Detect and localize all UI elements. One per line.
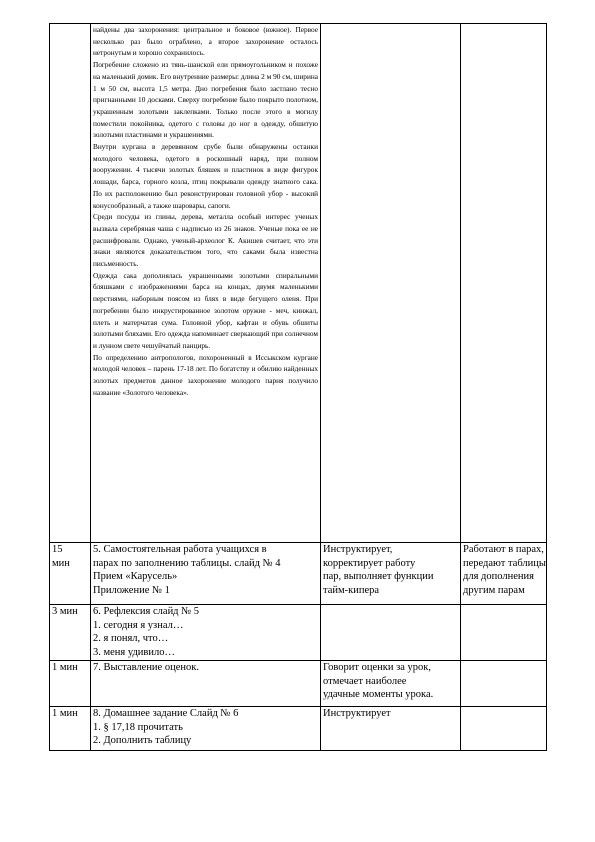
teacher-line: пар, выполняет функции	[323, 571, 434, 582]
time-value: 15	[52, 544, 63, 555]
paragraph: По определению антропологов, похороненный в Иссыкском кургане молодой человек – парень 17-18 лет. По богатству и обилию найденных золотых предметов данное захоронение молодого парня получило название «Золотого человека».	[93, 352, 318, 397]
teacher-line: корректирует работу	[323, 557, 416, 569]
students-cell	[461, 707, 547, 751]
stage-line: 1. § 17,18 прочитать	[93, 721, 183, 733]
stage-title: 8. Домашнее задание Слайд № 6	[93, 708, 239, 719]
table-row	[50, 661, 547, 707]
table-row	[50, 605, 547, 661]
stage-line: 2. Дополнить таблицу	[93, 735, 192, 746]
paragraph: Одежда сака дополнялась украшенными золотыми спиральными бляшками с изображениями барса на концах, двумя маленькими перстнями, наборным поясом из блях в виде бегущего оленя. При погребении было инкрустированное золотом оружие - меч, кинжал, плеть и матерчатая сума. Головной убор, кафтан и обувь обшиты золотыми бляхами. Его одежда напоминает сверкающий при солнечном и лунном свете чешуйчатый панцирь.	[93, 270, 318, 350]
teacher-line: Инструктирует,	[323, 544, 393, 555]
time-value: 1 мин	[52, 662, 78, 673]
students-line: другим парам	[463, 584, 525, 596]
content-cell	[91, 707, 321, 751]
stage-title: 5. Самостоятельная работа учащихся в	[93, 544, 267, 555]
time-value: 3 мин	[52, 606, 78, 617]
students-line: для дополнения	[463, 571, 534, 582]
stage-title: 7. Выставление оценок.	[93, 662, 199, 673]
paragraph: Погребение сложено из тянь-шанской ели прямоугольником и похоже на маленький домик. Его внутренние размеры: длина 2 м 90 см, ширина 1 м 50 см, высота 1,5 метра. Дно погребения было застлано тесно пригнанными 10 досками. Сверху погребение было покрыто полотном, украшенным золотыми заклепками. Только после этого в могилу поместили покойника, одетого с головы до ног в одежду, обшитую золотыми пластинами и украшениями.	[93, 60, 318, 140]
teacher-line: Говорит оценки за урок,	[323, 662, 432, 673]
students-cell	[461, 543, 547, 605]
stage-line: 3. меня удивило…	[93, 646, 175, 658]
paragraph: Среди посуды из глины, дерева, металла особый интерес ученых вызвала серебряная чаша с надписью из 26 знаков. Ученые пока ее не расшифровали. Однако, ученый-археолог К. Акишев считает, что эти знаки являются доказательством того, что саками была известна письменность.	[93, 212, 318, 269]
lesson-plan-table	[49, 23, 547, 751]
teacher-line: тайм-кипера	[323, 584, 380, 596]
content-cell	[91, 543, 321, 605]
time-cell	[50, 24, 91, 543]
teacher-cell	[321, 24, 461, 543]
time-cell	[50, 605, 91, 661]
time-cell	[50, 707, 91, 751]
time-cell	[50, 543, 91, 605]
stage-line: Прием «Карусель»	[93, 571, 178, 582]
time-unit: мин	[52, 557, 70, 569]
table-row	[50, 543, 547, 605]
paragraph: найдены два захоронения: центральное и боковое (южное). Первое несколько раз было ограблено, а второе захоронение осталось нетронутым и хорошо сохранилось.	[93, 25, 318, 58]
paragraph: Внутри кургана в деревянном срубе были обнаружены останки молодого человека, одетого в роскошный наряд, при полном вооружении. 4 тысячи золотых бляшек и пластинок в виде фигурок лошади, барса, горного козла, птиц покрывали одежду знатного сака. По их расположению был реконструирован головной убор - высокий конусообразный, а также шаровары, сапоги.	[93, 142, 318, 210]
teacher-cell	[321, 605, 461, 661]
content-cell	[91, 661, 321, 707]
students-cell	[461, 661, 547, 707]
stage-line: Приложение № 1	[93, 584, 170, 596]
teacher-line: отмечает наиболее	[323, 675, 407, 687]
content-cell	[91, 24, 321, 543]
teacher-line: удачные моменты урока.	[323, 689, 434, 700]
time-cell	[50, 661, 91, 707]
stage-line: парах по заполнению таблицы. слайд № 4	[93, 557, 281, 569]
stage-line: 1. сегодня я узнал…	[93, 619, 184, 631]
stage-line: 2. я понял, что…	[93, 633, 169, 644]
teacher-cell	[321, 661, 461, 707]
students-cell	[461, 605, 547, 661]
teacher-line: Инструктирует	[323, 708, 391, 719]
content-cell	[91, 605, 321, 661]
teacher-cell	[321, 707, 461, 751]
teacher-cell	[321, 543, 461, 605]
students-cell	[461, 24, 547, 543]
table-row	[50, 24, 547, 543]
students-line: передают таблицы	[463, 557, 546, 569]
table-row	[50, 707, 547, 751]
stage-title: 6. Рефлексия слайд № 5	[93, 606, 200, 617]
time-value: 1 мин	[52, 708, 78, 719]
students-line: Работают в парах,	[463, 544, 544, 555]
